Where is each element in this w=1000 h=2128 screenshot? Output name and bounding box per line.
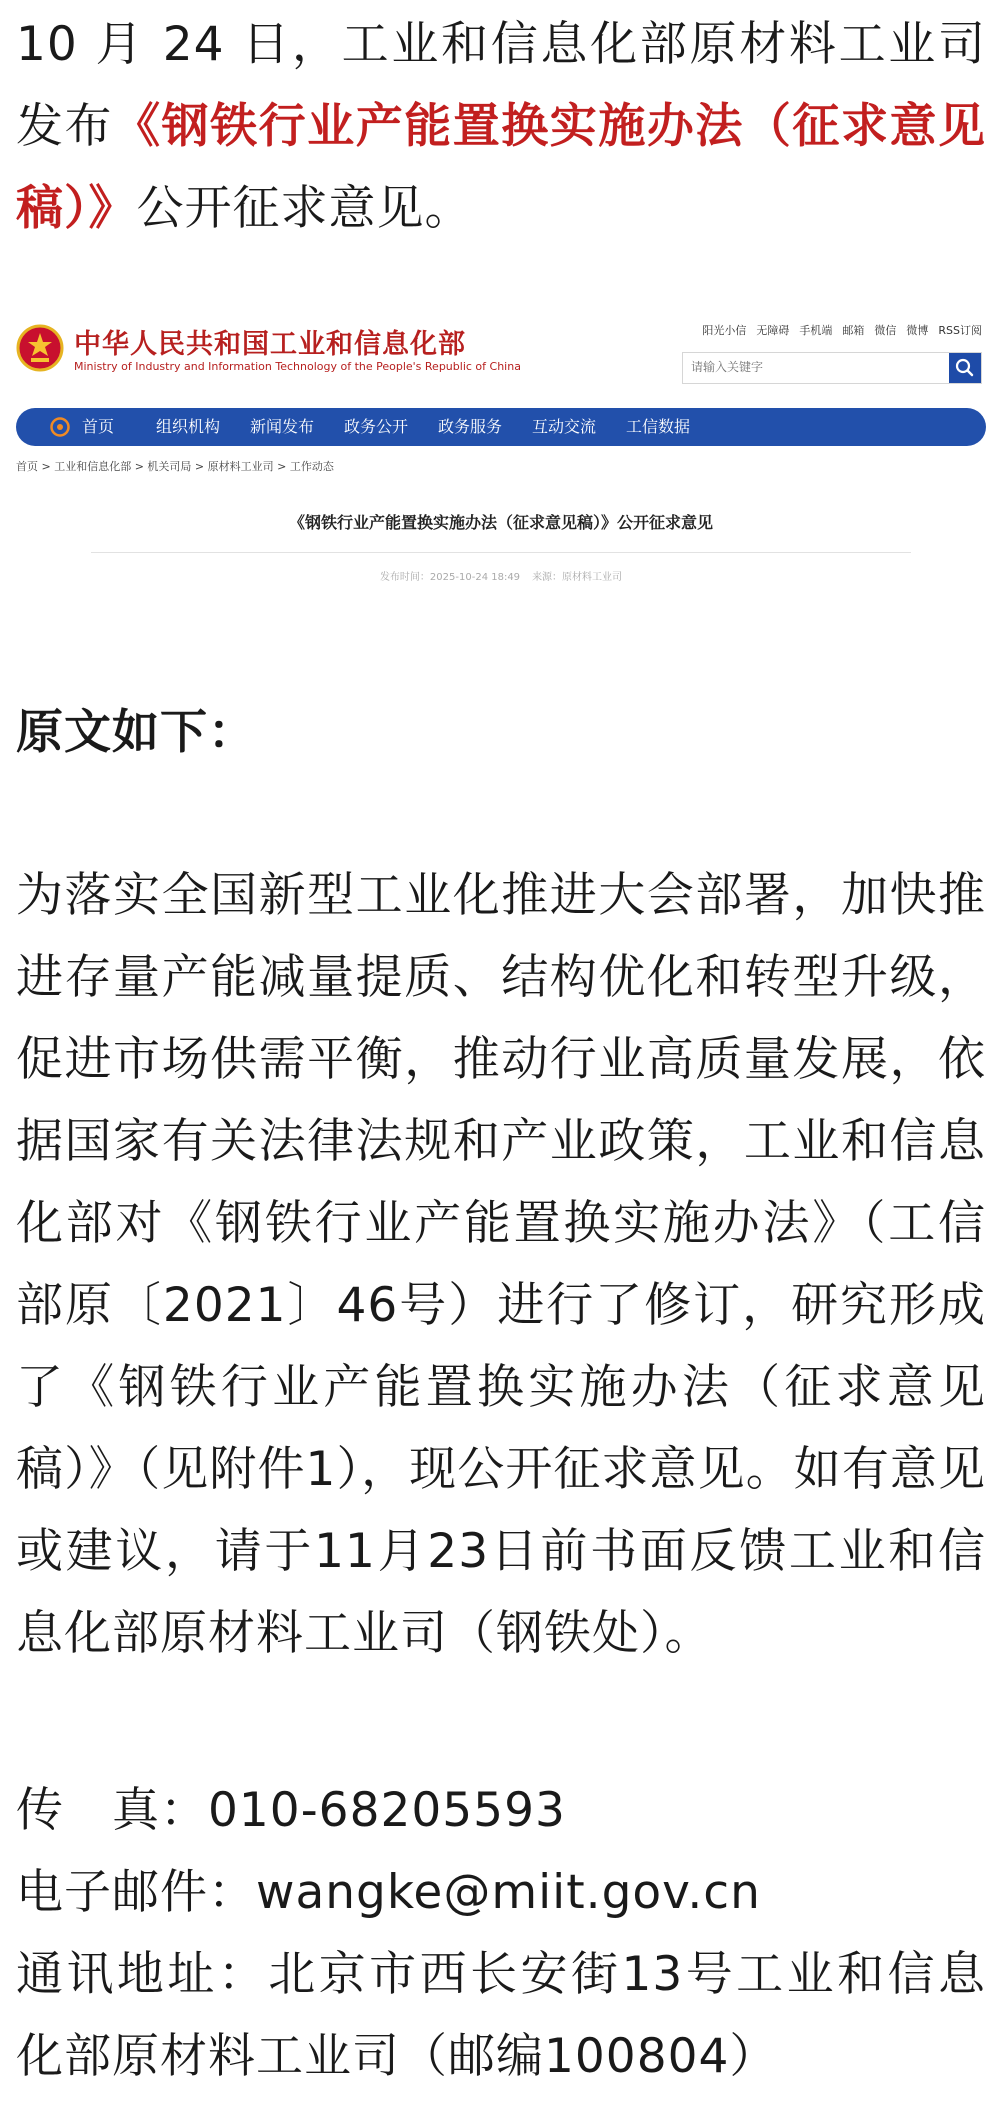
top-link-rss[interactable]: RSS订阅 xyxy=(938,324,982,337)
embedded-screenshot xyxy=(16,300,986,600)
nav-organization[interactable]: 组织机构 xyxy=(156,417,221,436)
document-title-link[interactable]: 《钢铁行业产能置换实施办法（征求意见稿）》 xyxy=(16,99,987,236)
intro-text-end: 公开征求意见。 xyxy=(136,181,473,236)
publish-meta xyxy=(16,568,986,583)
top-link-mobile[interactable]: 手机端 xyxy=(799,324,833,337)
search-box xyxy=(682,352,982,384)
site-header xyxy=(16,320,986,390)
nav-news[interactable]: 新闻发布 xyxy=(250,417,315,436)
site-name-english: Ministry of Industry and Information Technology of the People's Republic of China xyxy=(74,360,521,373)
nav-government-services[interactable]: 政务服务 xyxy=(438,417,503,436)
top-links xyxy=(692,322,982,338)
breadcrumb: 首页 > 工业和信息化部 > 机关司局 > 原材料工业司 > 工作动态 xyxy=(16,460,334,473)
top-link-wechat[interactable]: 微信 xyxy=(874,324,897,337)
top-link-accessibility[interactable]: 无障碍 xyxy=(756,324,790,337)
search-input[interactable] xyxy=(683,353,945,381)
search-icon xyxy=(949,353,981,383)
publish-source: 来源：原材料工业司 xyxy=(532,572,623,583)
top-link-weibo[interactable]: 微博 xyxy=(906,324,929,337)
site-name: 中华人民共和国工业和信息化部 xyxy=(74,329,466,360)
top-link-mailbox[interactable]: 邮箱 xyxy=(842,324,865,337)
document-title: 《钢铁行业产能置换实施办法（征求意见稿）》公开征求意见 xyxy=(288,513,713,532)
contact-email: 电子邮件：wangke@miit.gov.cn xyxy=(16,1865,761,1920)
national-emblem-icon xyxy=(16,324,64,372)
top-link-sunshine[interactable]: 阳光小信 xyxy=(702,324,747,337)
contact-address: 通讯地址：北京市西长安街13号工业和信息化部原材料工业司（邮编100804） xyxy=(16,1947,986,2084)
contact-fax: 传 真：010-68205593 xyxy=(16,1783,566,1838)
nav-government-affairs[interactable]: 政务公开 xyxy=(344,417,409,436)
search-button[interactable] xyxy=(949,353,981,383)
body-paragraph: 为落实全国新型工业化推进大会部署，加快推进存量产能减量提质、结构优化和转型升级，促进市场供需平衡，推动行业高质量发展，依据国家有关法律法规和产业政策，工业和信息化部对《钢铁行业产能置换实施办法》（工信部原〔2021〕46号）进行了修订，研究形成了《钢铁行业产能置换实施办法（征求意见稿）》（见附件1），现公开征求意见。如有意见或建议，请于11月23日前书面反馈工业和信息化部原材料工业司（钢铁处）。 xyxy=(16,868,986,1661)
divider xyxy=(91,552,911,553)
site-logo-icon xyxy=(50,417,70,437)
nav-home[interactable]: 首页 xyxy=(82,417,115,436)
main-nav xyxy=(16,408,986,446)
intro-paragraph xyxy=(16,4,986,250)
nav-interaction[interactable]: 互动交流 xyxy=(532,417,597,436)
nav-data[interactable]: 工信数据 xyxy=(626,417,691,436)
section-heading: 原文如下： xyxy=(16,705,256,760)
publish-time: 发布时间：2025-10-24 18:49 xyxy=(379,572,521,583)
intro-text: 10 月 24 日，工业和信息化部原材料工业司发布 xyxy=(16,17,986,154)
